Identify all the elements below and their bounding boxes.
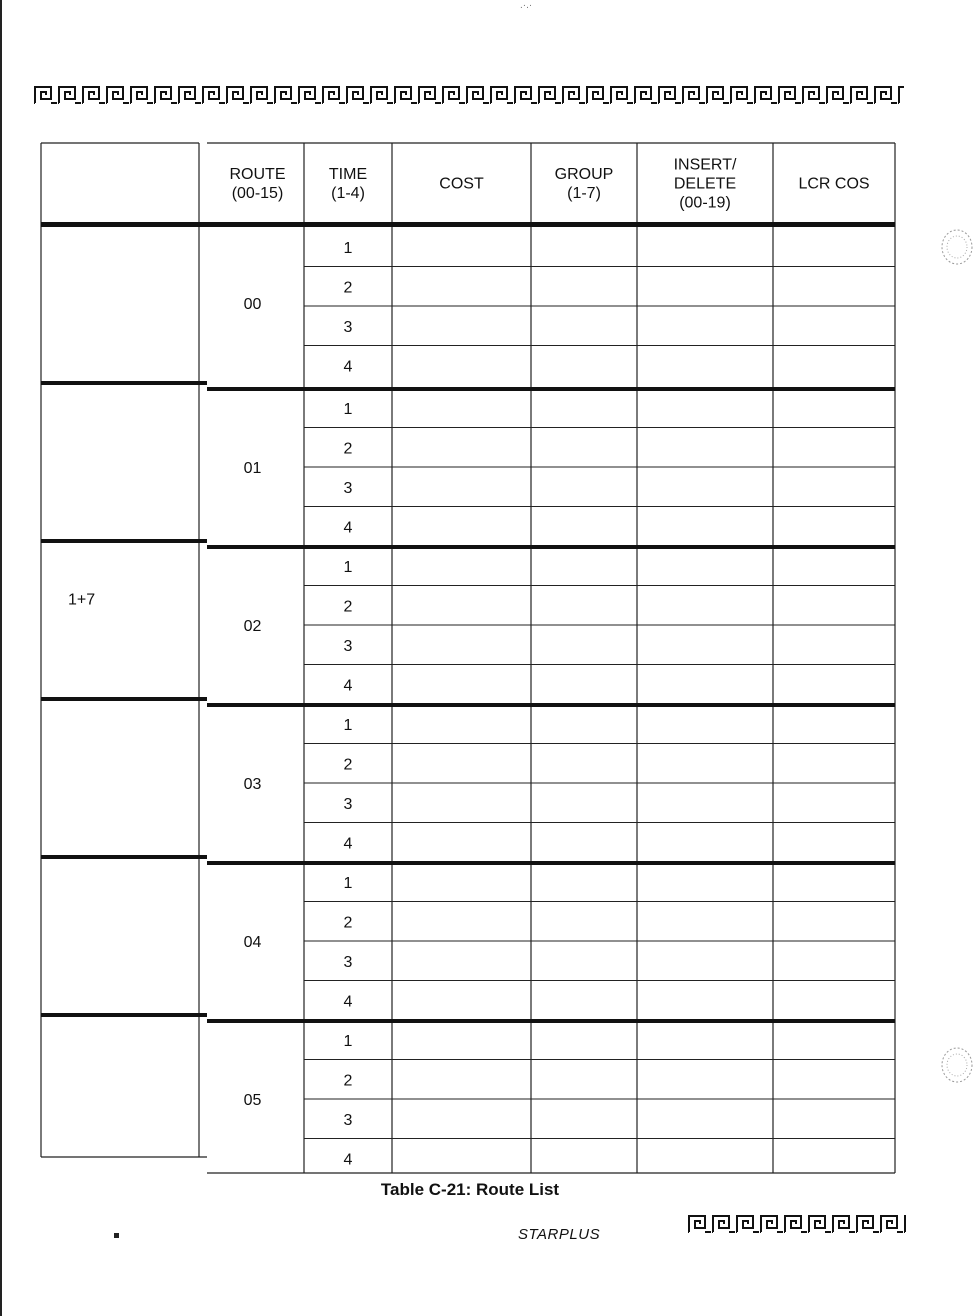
header-route: (00-15) <box>231 185 284 202</box>
time-slot-label: 2 <box>343 279 353 297</box>
header-route: ROUTE <box>229 166 286 183</box>
time-slot-label: 1 <box>343 558 353 576</box>
binder-hole-mark-top <box>940 228 974 266</box>
time-slot-label: 1 <box>343 716 353 734</box>
binder-hole-mark-bottom <box>940 1046 974 1084</box>
scan-speck: .·.· <box>520 0 533 11</box>
header-insert-delete: INSERT/ <box>673 156 737 174</box>
header-group: (1-7) <box>567 185 601 202</box>
time-slot-label: 3 <box>343 953 353 971</box>
time-slot-label: 4 <box>343 677 353 695</box>
route-number-label: 02 <box>243 618 262 635</box>
time-slot-label: 4 <box>343 519 353 537</box>
time-slot-label: 4 <box>343 358 353 376</box>
time-slot-label: 3 <box>343 1111 353 1129</box>
header-time: (1-4) <box>331 185 365 202</box>
time-slot-label: 2 <box>343 598 353 616</box>
greek-key-border-bottom <box>688 1215 906 1233</box>
route-number-label: 05 <box>243 1092 262 1109</box>
route-number-label: 04 <box>243 934 262 951</box>
time-slot-label: 1 <box>343 239 353 257</box>
header-insert-delete: (00-19) <box>679 194 731 212</box>
time-slot-label: 3 <box>343 795 353 813</box>
block-rule-left <box>41 539 207 543</box>
header-time: TIME <box>328 166 368 183</box>
header-lcr-cos: LCR COS <box>798 175 870 193</box>
header-cost: COST <box>439 175 484 193</box>
time-slot-label: 1 <box>343 400 353 418</box>
time-slot-label: 2 <box>343 440 353 458</box>
time-slot-label: 1 <box>343 874 353 892</box>
footer-brand: STARPLUS <box>518 1226 601 1243</box>
bullet-mark <box>114 1233 119 1238</box>
time-slot-label: 3 <box>343 637 353 655</box>
block-rule-left <box>41 1013 207 1017</box>
block-rule-right <box>207 703 895 707</box>
header-insert-delete: DELETE <box>673 175 737 193</box>
block-rule-right <box>207 545 895 549</box>
time-slot-label: 3 <box>343 479 353 497</box>
block-rule-right <box>207 861 895 865</box>
time-slot-label: 3 <box>343 318 353 336</box>
time-slot-label: 2 <box>343 756 353 774</box>
route-number-label: 01 <box>243 460 262 477</box>
block-rule-right <box>207 387 895 391</box>
block-rule-right <box>207 1019 895 1023</box>
time-slot-label: 2 <box>343 1072 353 1090</box>
time-slot-label: 4 <box>343 1151 353 1169</box>
left-block-label: 1+7 <box>68 591 96 609</box>
time-slot-label: 4 <box>343 993 353 1011</box>
block-rule-left <box>41 855 207 859</box>
block-rule-left <box>41 381 207 385</box>
route-number-label: 00 <box>243 296 262 313</box>
header-group: GROUP <box>554 166 614 183</box>
table-caption: Table C-21: Route List <box>380 1180 560 1199</box>
time-slot-label: 2 <box>343 914 353 932</box>
block-rule-left <box>41 697 207 701</box>
time-slot-label: 1 <box>343 1032 353 1050</box>
time-slot-label: 4 <box>343 835 353 853</box>
header-rule <box>41 222 895 227</box>
route-number-label: 03 <box>243 776 262 793</box>
